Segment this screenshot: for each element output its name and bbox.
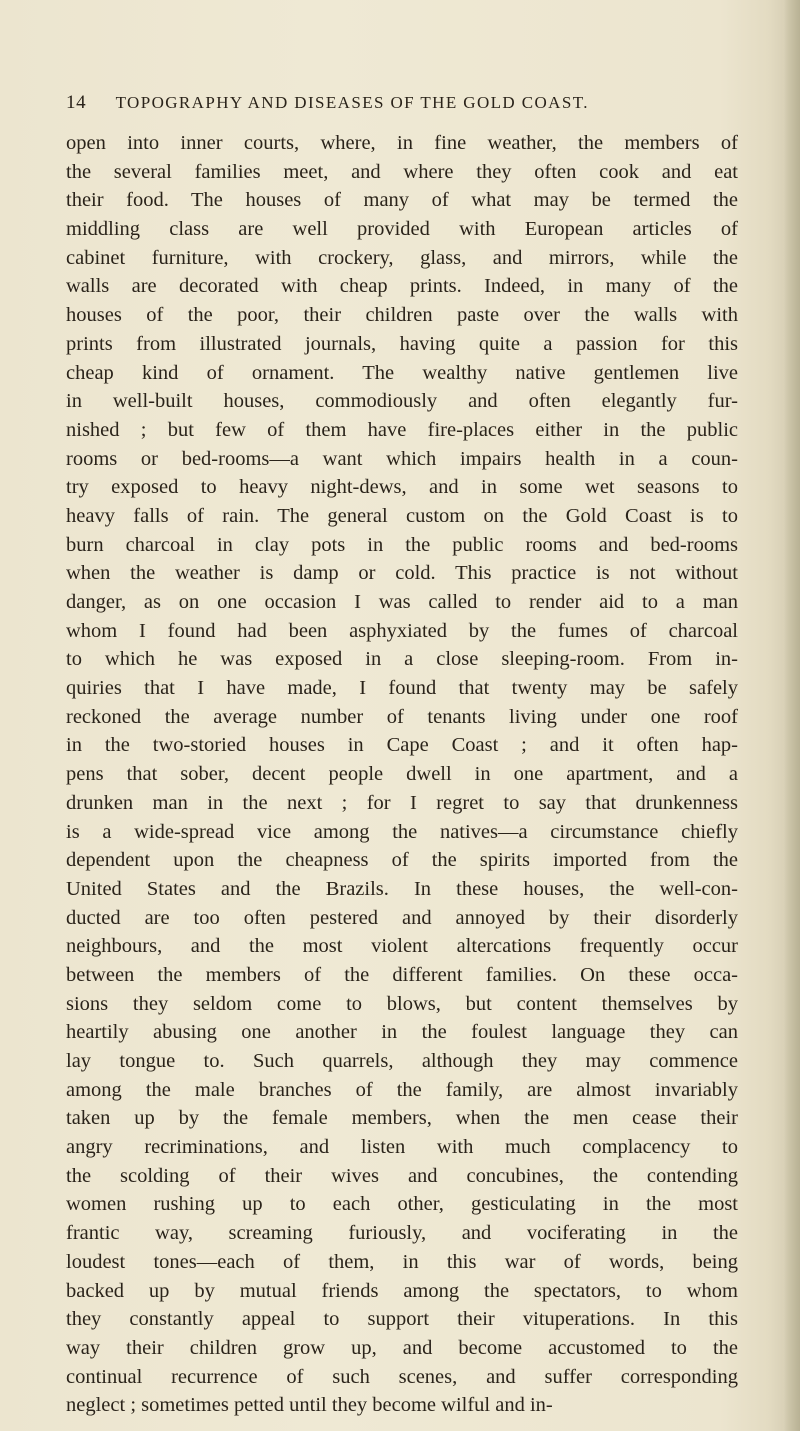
body-text [66,129,738,1420]
text-line: women rushing up to each other, gesticulating in the most [66,1193,738,1216]
text-line: loudest tones—each of them, in this war of words, being [66,1250,738,1273]
text-line: sions they seldom come to blows, but content themselves by [66,992,738,1015]
page-header [66,92,746,122]
page-number: 14 [66,92,87,113]
text-line: among the male branches of the family, are almost invariably [66,1078,738,1101]
text-line: they constantly appeal to support their vituperations. In this [66,1308,738,1331]
text-line: open into inner courts, where, in fine weather, the members of [66,132,738,154]
text-line: ducted are too often pestered and annoyed by their disorderly [66,906,738,929]
text-line: prints from illustrated journals, having quite a passion for this [66,332,738,355]
text-line: cabinet furniture, with crockery, glass, and mirrors, while the [66,246,738,269]
text-line: walls are decorated with cheap prints. Indeed, in many of the [66,275,738,298]
text-line: the several families meet, and where they often cook and eat [66,160,738,183]
text-line: backed up by mutual friends among the spectators, to whom [66,1279,738,1302]
text-line: drunken man in the next ; for I regret to say that drunkenness [66,791,738,814]
text-line: in well-built houses, commodiously and often elegantly fur- [66,390,738,413]
text-line: heartily abusing one another in the foulest language they can [66,1021,738,1044]
text-line: United States and the Brazils. In these houses, the well-con- [66,877,738,900]
text-line: neglect ; sometimes petted until they become wilful and in- [66,1394,553,1417]
text-line: try exposed to heavy night-dews, and in some wet seasons to [66,476,738,499]
text-line: cheap kind of ornament. The wealthy native gentlemen live [66,361,738,384]
running-head: TOPOGRAPHY AND DISEASES OF THE GOLD COAST. [115,93,589,112]
text-line: whom I found had been asphyxiated by the fumes of charcoal [66,619,738,642]
text-line: angry recriminations, and listen with much complacency to [66,1136,738,1159]
page-edge-shadow [784,0,800,1431]
text-line: the scolding of their wives and concubines, the contending [66,1164,738,1187]
text-line: heavy falls of rain. The general custom on the Gold Coast is to [66,504,738,527]
text-line: middling class are well provided with European articles of [66,218,738,241]
text-line: way their children grow up, and become accustomed to the [66,1336,738,1359]
text-line: pens that sober, decent people dwell in one apartment, and a [66,763,738,786]
text-line: nished ; but few of them have fire-places either in the public [66,418,738,441]
text-line: neighbours, and the most violent altercations frequently occur [66,935,738,958]
text-line: danger, as on one occasion I was called to render aid to a man [66,591,738,613]
text-line: to which he was exposed in a close sleeping-room. From in- [66,648,738,671]
text-line: frantic way, screaming furiously, and vociferating in the [66,1222,738,1245]
text-line: taken up by the female members, when the men cease their [66,1107,738,1130]
text-line: quiries that I have made, I found that twenty may be safely [66,677,738,700]
text-line: rooms or bed-rooms—a want which impairs health in a coun- [66,447,738,470]
text-line: their food. The houses of many of what may be termed the [66,189,738,212]
text-line: lay tongue to. Such quarrels, although they may commence [66,1050,738,1072]
text-line: reckoned the average number of tenants living under one roof [66,705,738,728]
text-line: when the weather is damp or cold. This practice is not without [66,562,738,585]
text-line: houses of the poor, their children paste over the walls with [66,304,738,327]
text-line: in the two-storied houses in Cape Coast ; and it often hap- [66,734,738,757]
text-line: burn charcoal in clay pots in the public rooms and bed-rooms [66,533,738,556]
text-line: between the members of the different families. On these occa- [66,963,738,986]
text-line: continual recurrence of such scenes, and suffer corresponding [66,1365,738,1388]
text-line: dependent upon the cheapness of the spirits imported from the [66,849,738,872]
text-line: is a wide-spread vice among the natives—a circumstance chiefly [66,820,738,843]
